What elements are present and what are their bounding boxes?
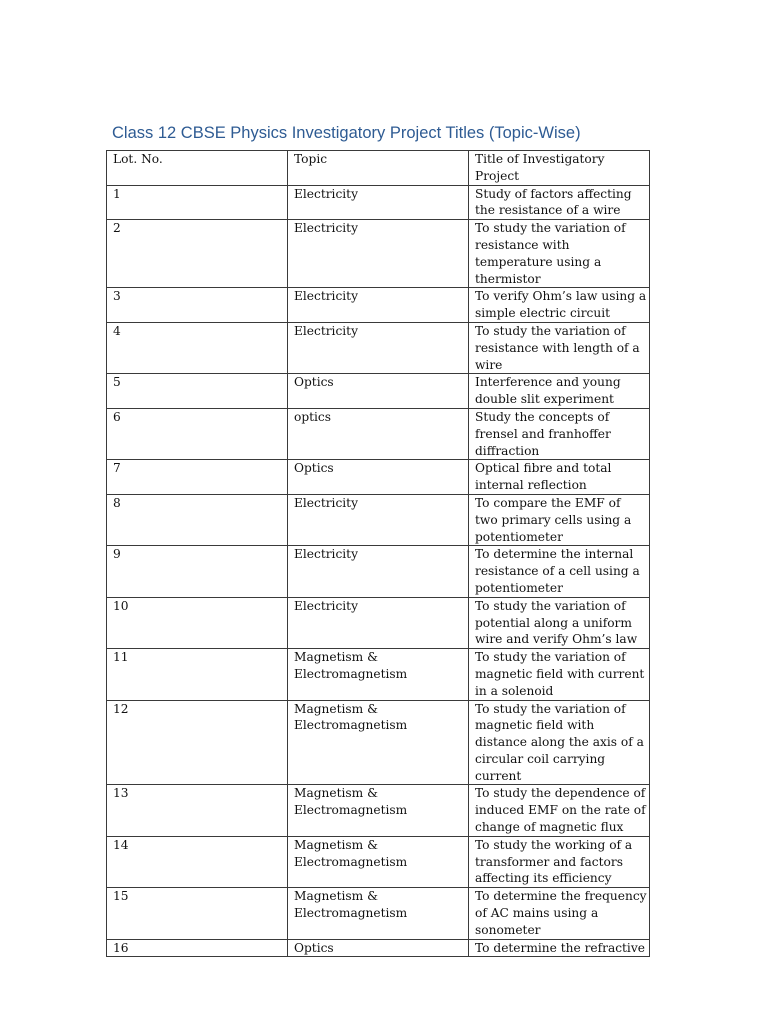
cell-project-title: Optical fibre and total internal reflection: [469, 460, 650, 495]
cell-lot-no: 8: [107, 494, 288, 545]
cell-topic: Magnetism & Electromagnetism: [288, 888, 469, 939]
cell-lot-no: 7: [107, 460, 288, 495]
cell-topic: Electricity: [288, 597, 469, 648]
cell-project-title: To compare the EMF of two primary cells using a potentiometer: [469, 494, 650, 545]
cell-project-title: To study the variation of resistance with length of a wire: [469, 322, 650, 373]
table-row: [107, 408, 650, 459]
table-row: [107, 322, 650, 373]
document-title: Class 12 CBSE Physics Investigatory Project Titles (Topic-Wise): [112, 124, 581, 142]
cell-topic: Electricity: [288, 220, 469, 288]
header-topic: Topic: [288, 151, 469, 186]
table-row: [107, 597, 650, 648]
cell-lot-no: 9: [107, 546, 288, 597]
cell-project-title: To study the variation of resistance with temperature using a thermistor: [469, 220, 650, 288]
cell-lot-no: 13: [107, 785, 288, 836]
table-row: [107, 836, 650, 887]
cell-topic: Magnetism & Electromagnetism: [288, 649, 469, 700]
table-row: [107, 888, 650, 939]
cell-topic: Magnetism & Electromagnetism: [288, 785, 469, 836]
cell-project-title: To verify Ohm’s law using a simple electric circuit: [469, 288, 650, 323]
table-row: [107, 460, 650, 495]
cell-project-title: To study the variation of magnetic field with distance along the axis of a circular coil carrying current: [469, 700, 650, 785]
projects-table: [106, 150, 650, 957]
table-row: [107, 785, 650, 836]
table-row: [107, 939, 650, 957]
cell-topic: Optics: [288, 939, 469, 957]
table-row: [107, 374, 650, 409]
cell-topic: Electricity: [288, 494, 469, 545]
cell-lot-no: 5: [107, 374, 288, 409]
cell-project-title: To study the dependence of induced EMF on the rate of change of magnetic flux: [469, 785, 650, 836]
table-row: [107, 494, 650, 545]
cell-project-title: To study the variation of potential along a uniform wire and verify Ohm’s law: [469, 597, 650, 648]
cell-topic: Electricity: [288, 288, 469, 323]
cell-lot-no: 6: [107, 408, 288, 459]
table-row: [107, 546, 650, 597]
cell-project-title: Interference and young double slit experiment: [469, 374, 650, 409]
table-row: [107, 288, 650, 323]
table-row: [107, 185, 650, 220]
cell-project-title: Study the concepts of frensel and franhoffer diffraction: [469, 408, 650, 459]
cell-lot-no: 12: [107, 700, 288, 785]
table-row: [107, 220, 650, 288]
cell-topic: Electricity: [288, 322, 469, 373]
cell-project-title: To study the variation of magnetic field with current in a solenoid: [469, 649, 650, 700]
cell-topic: Electricity: [288, 546, 469, 597]
cell-lot-no: 16: [107, 939, 288, 957]
cell-topic: Optics: [288, 460, 469, 495]
cell-topic: Electricity: [288, 185, 469, 220]
projects-table-body: [107, 151, 650, 957]
cell-lot-no: 10: [107, 597, 288, 648]
cell-topic: Magnetism & Electromagnetism: [288, 836, 469, 887]
cell-lot-no: 15: [107, 888, 288, 939]
cell-topic: Magnetism & Electromagnetism: [288, 700, 469, 785]
cell-project-title: To determine the frequency of AC mains using a sonometer: [469, 888, 650, 939]
cell-topic: Optics: [288, 374, 469, 409]
table-row: [107, 649, 650, 700]
cell-project-title: To study the working of a transformer and factors affecting its efficiency: [469, 836, 650, 887]
cell-lot-no: 3: [107, 288, 288, 323]
cell-project-title: Study of factors affecting the resistance of a wire: [469, 185, 650, 220]
cell-project-title: To determine the internal resistance of a cell using a potentiometer: [469, 546, 650, 597]
cell-project-title: To determine the refractive: [469, 939, 650, 957]
header-lot-no: Lot. No.: [107, 151, 288, 186]
cell-lot-no: 11: [107, 649, 288, 700]
cell-lot-no: 2: [107, 220, 288, 288]
table-header-row: [107, 151, 650, 186]
cell-lot-no: 1: [107, 185, 288, 220]
cell-topic: optics: [288, 408, 469, 459]
cell-lot-no: 14: [107, 836, 288, 887]
table-row: [107, 700, 650, 785]
header-project-title: Title of Investigatory Project: [469, 151, 650, 186]
cell-lot-no: 4: [107, 322, 288, 373]
